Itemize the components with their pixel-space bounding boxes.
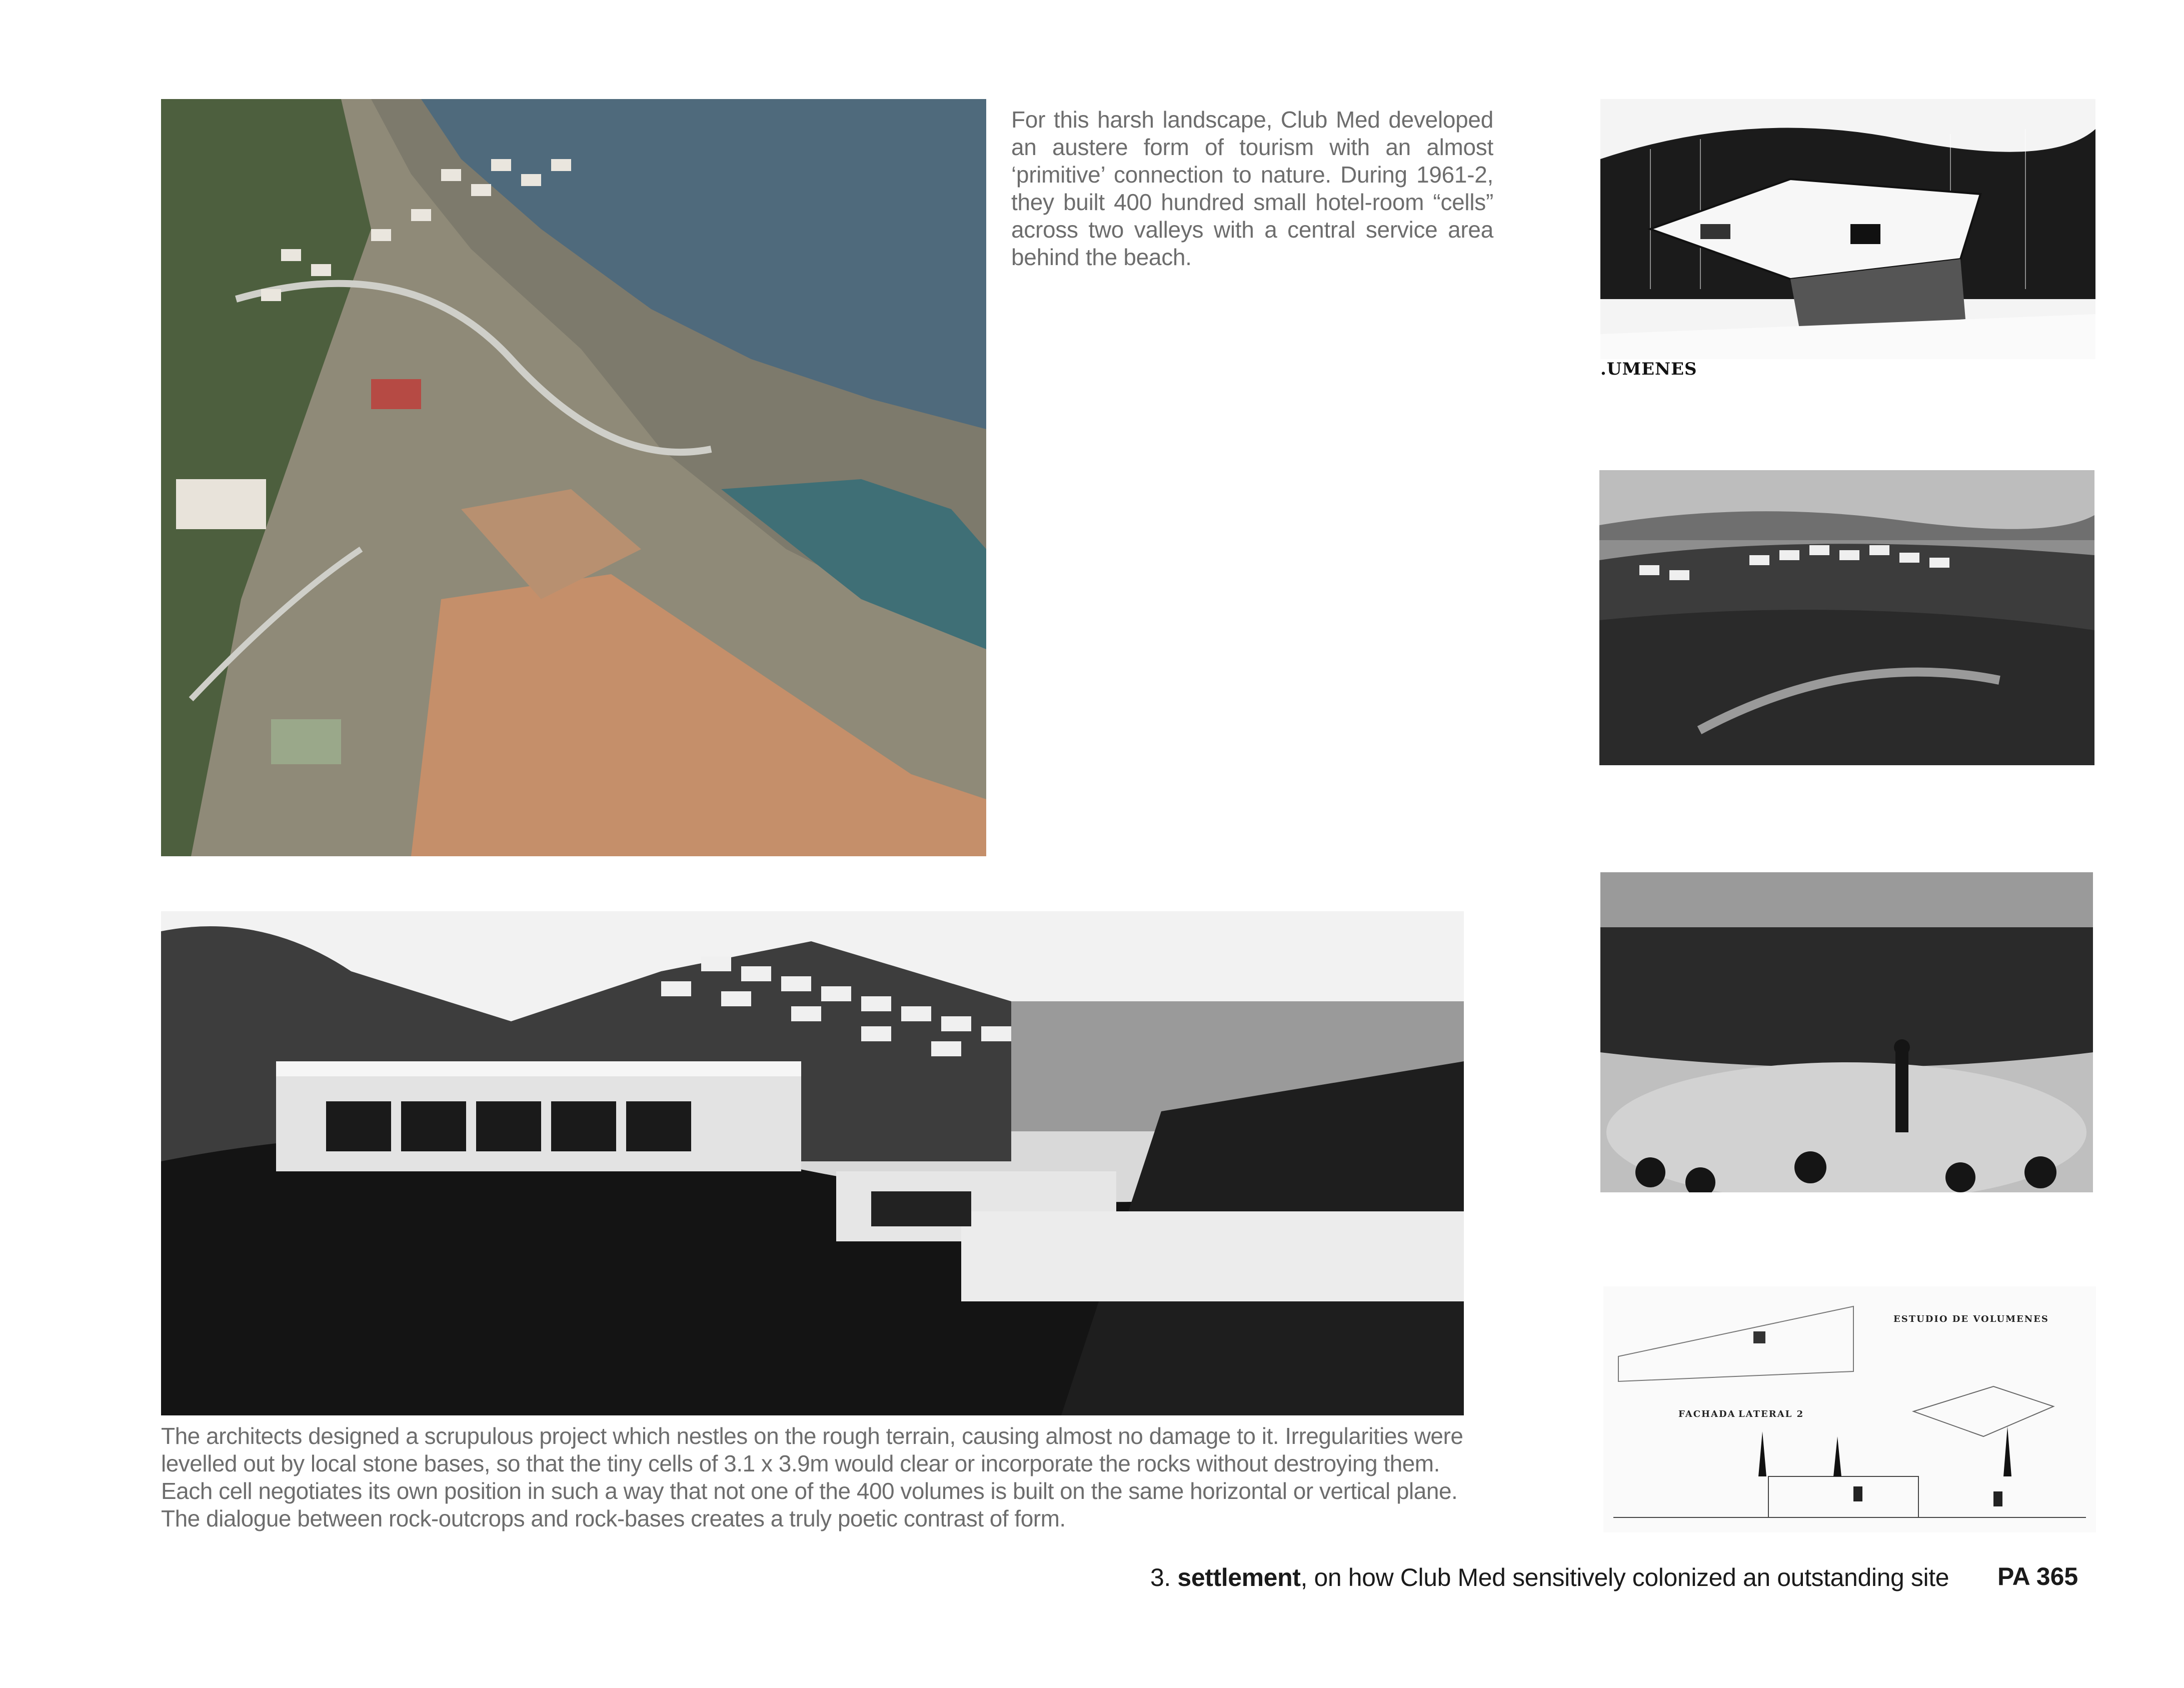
intro-paragraph: For this harsh landscape, Club Med developed an austere form of tourism with an almost ‘primitive’ connection to nature. During 1961-2, they built 400 hundred small hotel-room “cells” across two valleys with a central service area behind the beach.: [1011, 107, 1493, 270]
caption-paragraph: The architects designed a scrupulous project which nestles on the rough terrain, causing almost no damage to it. Irregularities were levelled out by local stone bases, so that the tiny cells of 3.1 x 3.9m would clear or incorporate the rocks without destroying them. Each cell negotiates its own position in such a way that not one of the 400 volumes is built on the same horizontal or vertical plane. The dialogue between rock-outcrops and rock-bases creates a truly poetic contrast of form.: [161, 1423, 1463, 1531]
footer-number: 3.: [1150, 1563, 1171, 1591]
elevation-drawing: [1603, 1286, 2096, 1532]
village-photo: [1599, 470, 2094, 765]
facade-label: FACHADA: [1678, 1409, 1736, 1419]
page-footer: [1150, 1562, 1949, 1592]
sketch-label: .UMENES: [1600, 359, 1697, 379]
aerial-photo: [161, 99, 986, 856]
footer-keyword: settlement: [1177, 1563, 1301, 1591]
page-number: PA 365: [1997, 1562, 2078, 1590]
crowd-photo: [1600, 872, 2093, 1192]
panorama-photo: [161, 911, 1464, 1415]
study-label: ESTUDIO DE VOLUMENES: [1893, 1314, 2049, 1324]
lateral-label: LATERAL 2: [1738, 1409, 1804, 1419]
sketch-drawing: [1600, 99, 2095, 379]
footer-description: , on how Club Med sensitively colonized an outstanding site: [1300, 1563, 1949, 1591]
